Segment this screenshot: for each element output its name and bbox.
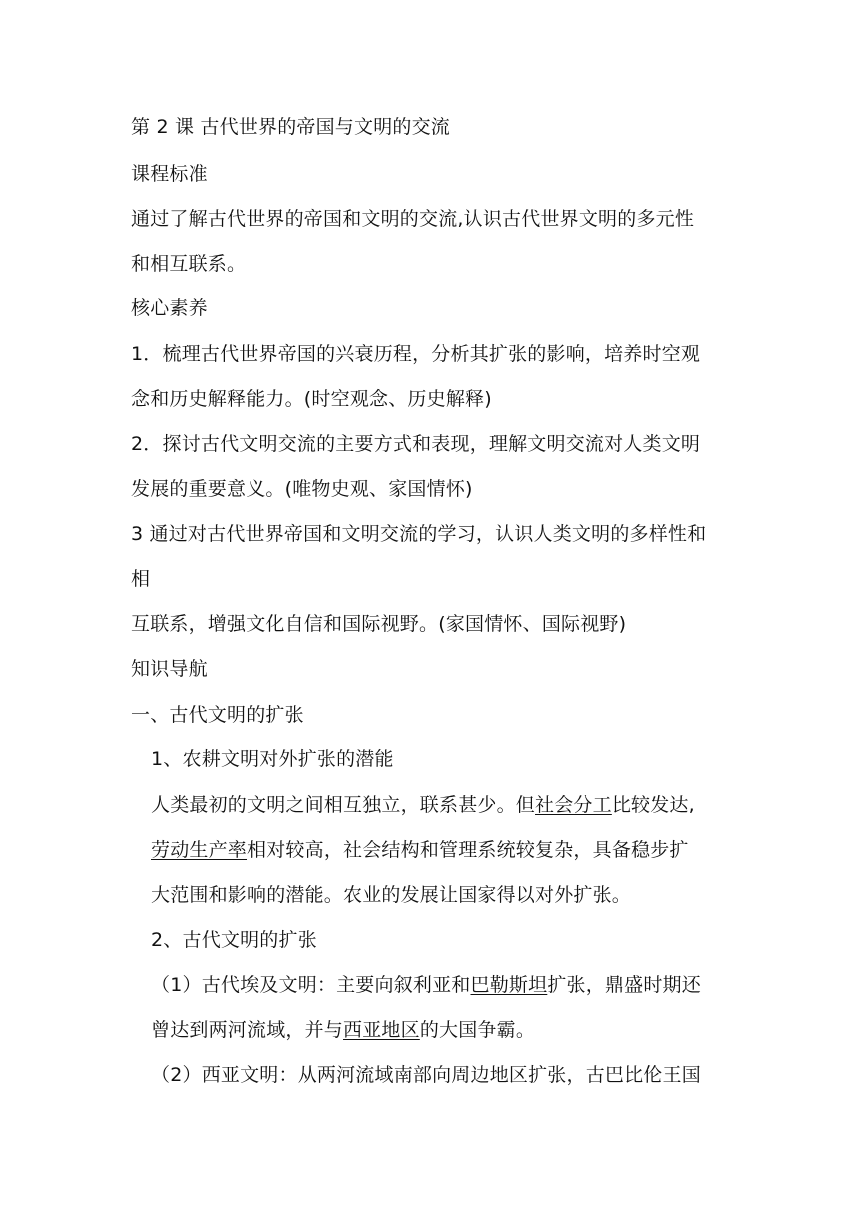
text-span: 的大国争霸。 <box>419 1019 536 1041</box>
paragraph-line <box>151 836 689 864</box>
text-span: 曾达到两河流域，并与 <box>151 1019 344 1041</box>
text-span: 扩张，鼎盛时期还 <box>547 974 701 996</box>
underlined-term: 西亚地区 <box>343 1019 420 1041</box>
paragraph-line: 通过了解古代世界的帝国和文明的交流,认识古代世界文明的多元性 <box>131 208 695 230</box>
paragraph-line: 发展的重要意义。(唯物史观、家国情怀) <box>131 478 473 500</box>
underlined-term: 劳动生产率 <box>151 839 248 861</box>
paragraph-line: 3 通过对古代世界帝国和文明交流的学习，认识人类文明的多样性和 <box>131 523 707 545</box>
paragraph-line <box>151 971 701 999</box>
paragraph-line <box>151 1016 535 1044</box>
text-span: 比较发达, <box>611 794 695 816</box>
lesson-title: 第 2 课 古代世界的帝国与文明的交流 <box>131 116 451 138</box>
paragraph-line: 念和历史解释能力。(时空观念、历史解释) <box>131 388 492 410</box>
paragraph-line: 1．梳理古代世界帝国的兴衰历程，分析其扩张的影响，培养时空观 <box>131 343 701 365</box>
text-span: 人类最初的文明之间相互独立，联系甚少。但 <box>151 794 536 816</box>
heading-course-standard: 课程标准 <box>131 163 208 185</box>
heading-knowledge-nav: 知识导航 <box>131 658 208 680</box>
paragraph-line: 互联系，增强文化自信和国际视野。(家国情怀、国际视野) <box>131 613 627 635</box>
paragraph-line <box>151 791 695 819</box>
text-span: 相对较高，社会结构和管理系统较复杂，具备稳步扩 <box>247 839 689 861</box>
underlined-term: 社会分工 <box>535 794 612 816</box>
text-span: （1）古代埃及文明：主要向叙利亚和 <box>151 974 471 996</box>
section-heading: 一、古代文明的扩张 <box>131 704 304 726</box>
paragraph-line: 2．探讨古代文明交流的主要方式和表现，理解文明交流对人类文明 <box>131 433 701 455</box>
paragraph-line: （2）西亚文明：从两河流域南部向周边地区扩张，古巴比伦王国 <box>151 1064 701 1086</box>
paragraph-line: 相 <box>131 568 151 590</box>
underlined-term: 巴勒斯坦 <box>470 974 548 996</box>
subsection-heading: 2、古代文明的扩张 <box>151 929 317 951</box>
heading-core-competency: 核心素养 <box>131 297 208 319</box>
paragraph-line: 和相互联系。 <box>131 253 247 275</box>
paragraph-line: 大范围和影响的潜能。农业的发展让国家得以对外扩张。 <box>151 884 632 906</box>
subsection-heading: 1、农耕文明对外扩张的潜能 <box>151 748 394 770</box>
